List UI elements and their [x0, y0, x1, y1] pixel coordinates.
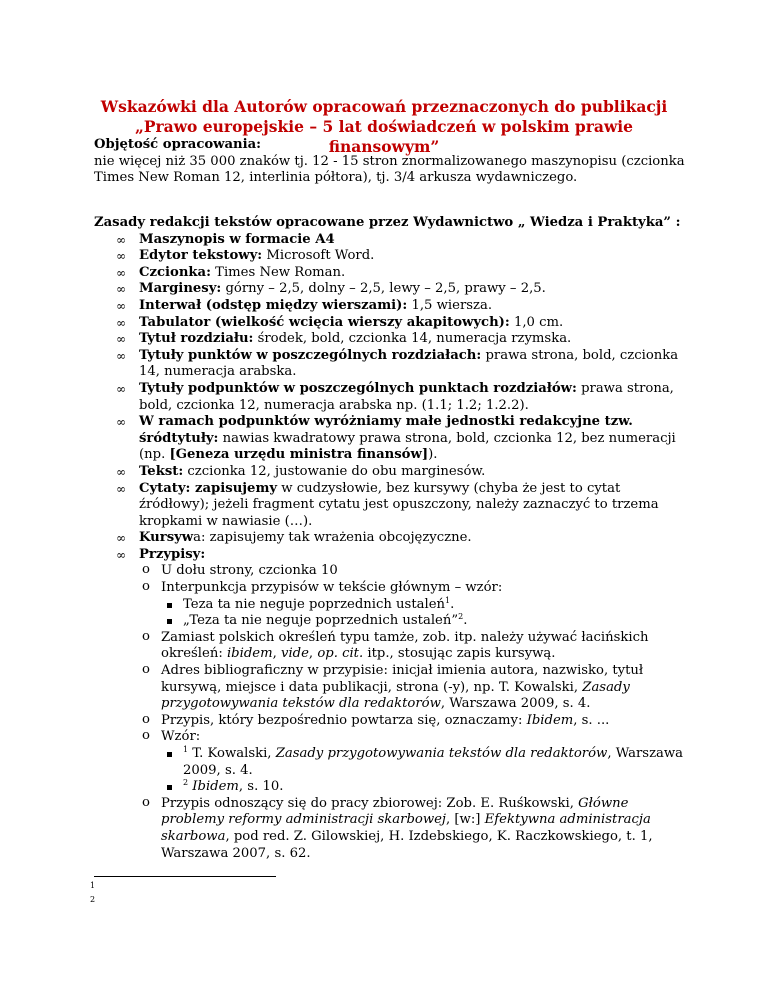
list-item: ∞ Czcionka: Times New Roman. [94, 265, 694, 282]
list-item: o Interpunkcja przypisów w tekście głównym – wzór: Teza ta nie neguje poprzednich ustaleń$^1$. „Teza ta nie neguje poprzednich ustaleń”$^2$. [139, 580, 694, 630]
volume-heading: Objętość opracowania: [94, 137, 262, 152]
list-item: ∞ Interwał (odstęp między wierszami): 1,5 wiersza. [94, 298, 694, 315]
list-item: o Przypis, który bezpośrednio powtarza się, oznaczamy: Ibidem, s. ... [139, 713, 694, 730]
list-item: ∞ Edytor tekstowy: Microsoft Word. [94, 248, 694, 265]
list-item: ∞ Tytuły podpunktów w poszczególnych punktach rozdziałów: prawa strona, bold, czcionka 12, numeracja arabska np. (1.1; 1.2; 1.2.2). [94, 381, 694, 414]
list-item: $^2$ Ibidem, s. 10. [161, 779, 694, 796]
list-item: ∞ Tytuł rozdziału: środek, bold, czcionka 14, numeracja rzymska. [94, 331, 694, 348]
list-item: ∞ Kursywa: zapisujemy tak wrażenia obcojęzyczne. [94, 530, 694, 547]
footnote-separator [94, 876, 276, 877]
list-item: o Adres bibliograficzny w przypisie: inicjał imienia autora, nazwisko, tytuł kursywą, miejsce i data publikacji, strona (-y), np. T. Kowalski, Zasady przygotowywania tekstów dla redaktorów, Warszawa 2009, s. 4. [139, 663, 694, 713]
list-item: Teza ta nie neguje poprzednich ustaleń$^1$. [161, 597, 694, 614]
list-item: o Wzór: $^1$ T. Kowalski, Zasady przygotowywania tekstów dla redaktorów, Warszawa 2009, s. 4. $^2$ Ibidem, s. 10. [139, 729, 694, 795]
list-item: o Przypis odnoszący się do pracy zbiorowej: Zob. E. Ruśkowski, Główne problemy reformy administracji skarbowej, [w:] Efektywna administracja skarbowa, pod red. Z. Gilowskiej, H. Izdebskiego, K. Raczkowskiego, t. 1, Warszawa 2007, s. 62. [139, 796, 694, 862]
list-item: ∞ Tabulator (wielkość wcięcia wierszy akapitowych): 1,0 cm. [94, 315, 694, 332]
list-item: ∞ Maszynopis w formacie A4 [94, 232, 694, 249]
list-item: ∞ Tytuły punktów w poszczególnych rozdziałach: prawa strona, bold, czcionka 14, numeracja arabska. [94, 348, 694, 381]
footnote-2: 2 [90, 895, 96, 904]
volume-section [94, 137, 694, 187]
list-item: o U dołu strony, czcionka 10 [139, 563, 694, 580]
list-item: ∞ Marginesy: górny – 2,5, dolny – 2,5, lewy – 2,5, prawy – 2,5. [94, 281, 694, 298]
punctuation-examples [161, 597, 694, 630]
list-item: o Zamiast polskich określeń typu tamże, zob. itp. należy używać łacińskich określeń: ibidem, vide, op. cit. itp., stosując zapis kursywą. [139, 630, 694, 663]
title-line-1: Wskazówki dla Autorów opracowań przeznaczonych do publikacji [100, 97, 668, 116]
volume-line-2: Times New Roman 12, interlinia półtora), tj. 3/4 arkusza wydawniczego. [94, 170, 578, 186]
list-item: $^1$ T. Kowalski, Zasady przygotowywania tekstów dla redaktorów, Warszawa 2009, s. 4. [161, 746, 694, 779]
footnote-rules-list [139, 563, 694, 862]
rules-section [94, 215, 694, 862]
title-line-2: „Prawo europejskie – 5 lat doświadczeń w polskim prawie finansowym” [134, 117, 634, 156]
list-item: ∞ Cytaty: zapisujemy w cudzysłowie, bez kursywy (chyba że jest to cytat źródłowy); jeżeli fragment cytatu jest opuszczony, należy zaznaczyć to trzema kropkami w nawiasie (…). [94, 481, 694, 531]
footnote-1: 1 [90, 881, 96, 890]
list-item: ∞ Tekst: czcionka 12, justowanie do obu marginesów. [94, 464, 694, 481]
rules-heading: Zasady redakcji tekstów opracowane przez Wydawnictwo „ Wiedza i Praktyka” : [94, 215, 681, 230]
list-item: „Teza ta nie neguje poprzednich ustaleń”$^2$. [161, 613, 694, 630]
footnote-pattern-examples [161, 746, 694, 796]
volume-line-1: nie więcej niż 35 000 znaków tj. 12 - 15 stron znormalizowanego maszynopisu (czcionka [94, 153, 685, 169]
rules-list [94, 232, 694, 863]
list-item: ∞ Przypisy: o U dołu strony, czcionka 10 o Interpunkcja przypisów w tekście głównym – wzór: Teza ta nie neguje poprzednich ustaleń$^1$. „Teza ta nie neguje poprzednich ustaleń”$^2$. o Zamiast polskich określeń typu tamże, zob. itp. należy używać łacińskich określeń: ibidem, vide, op. cit. itp., stosując zapis kursywą. o Adres bibliograficzny w przypisie: inicjał imienia autora, nazwisko, tytuł kursywą, miejsce i data publikacji, strona (-y), np. T. Kowalski, Zasady przygotowywania tekstów dla redaktorów, Warszawa 2009, s. 4. o Przypis, który bezpośrednio powtarza się, oznaczamy: Ibidem, s. ... o Wzór: $^1$ T. Kowalski, Zasady przygotowywania tekstów dla redaktorów, Warszawa 2009, s. 4. $^2$ Ibidem, s. 10. o Przypis odnoszący się do pracy zbiorowej: Zob. E. Ruśkowski, Główne problemy reformy administracji skarbowej, [w:] Efektywna administracja skarbowa, pod red. Z. Gilowskiej, H. Izdebskiego, K. Raczkowskiego, t. 1, Warszawa 2007, s. 62. [94, 547, 694, 862]
list-item: ∞ W ramach podpunktów wyróżniamy małe jednostki redakcyjne tzw. śródtytuły: nawias kwadratowy prawa strona, bold, czcionka 12, bez numeracji (np. [Geneza urzędu ministra finansów]). [94, 414, 694, 464]
